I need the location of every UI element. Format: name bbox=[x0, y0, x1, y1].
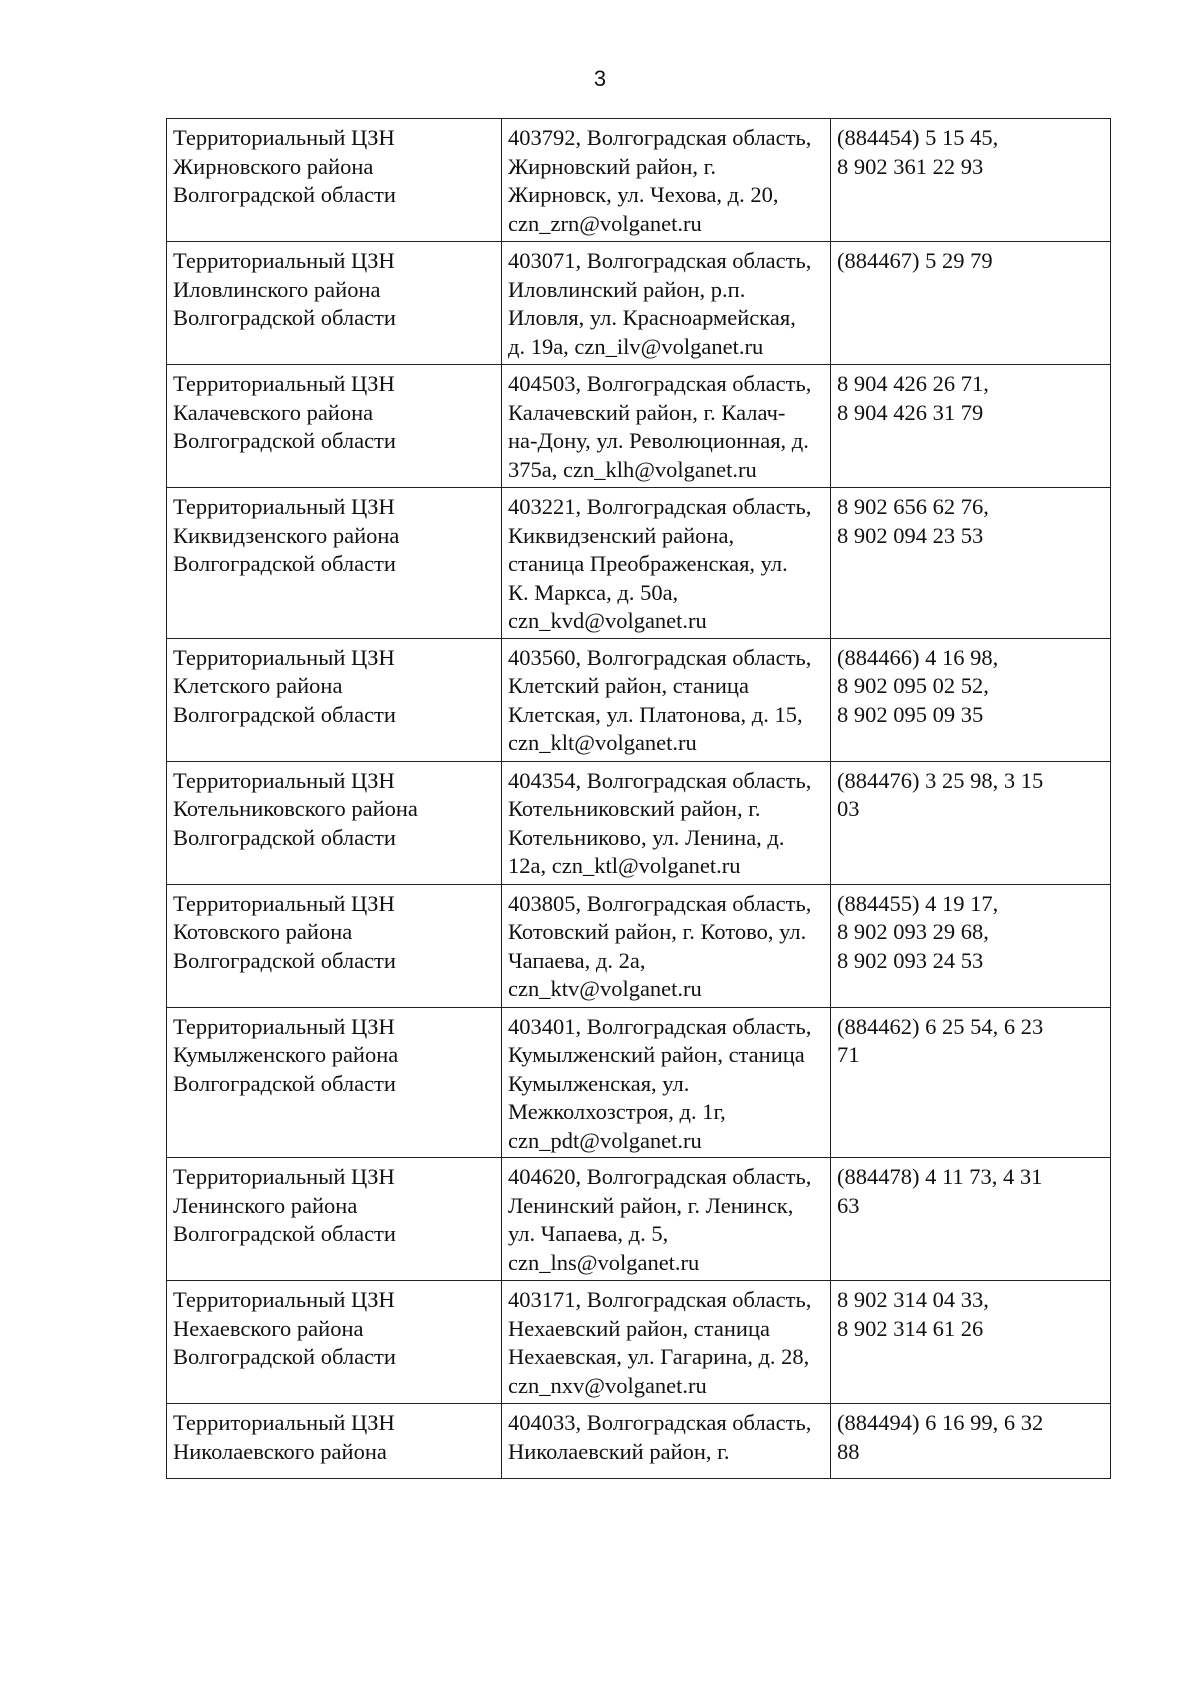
center-name-line: Территориальный ЦЗН bbox=[173, 644, 395, 670]
table-row bbox=[167, 1404, 1111, 1479]
center-name-line: Волгоградской области bbox=[173, 701, 396, 727]
address-line: Чапаева, д. 2а, bbox=[508, 947, 646, 973]
phone-cell bbox=[831, 119, 1111, 242]
center-name-line: Нехаевского района bbox=[173, 1315, 364, 1341]
address-line: czn_zrn@volganet.ru bbox=[508, 210, 702, 236]
phone-line: 8 902 314 61 26 bbox=[837, 1315, 984, 1341]
phone-cell bbox=[831, 884, 1111, 1007]
phone-line: 8 902 314 04 33, bbox=[837, 1287, 989, 1312]
center-name-line: Территориальный ЦЗН bbox=[173, 248, 395, 273]
address-line: Клетский район, станица bbox=[508, 673, 749, 698]
address-line: 12а, czn_ktl@volganet.ru bbox=[508, 853, 741, 878]
center-name-line: Территориальный ЦЗН bbox=[173, 1013, 395, 1039]
address-cell bbox=[502, 884, 831, 1007]
address-cell bbox=[502, 1158, 831, 1281]
address-line: Котовский район, г. Котово, ул. bbox=[508, 919, 807, 944]
address-line: czn_kvd@volganet.ru bbox=[508, 608, 707, 633]
table-row bbox=[167, 242, 1111, 365]
center-name-line: Волгоградской области bbox=[173, 1344, 396, 1369]
center-name-line: Котовского района bbox=[173, 919, 353, 944]
phone-line: 8 904 426 26 71, bbox=[837, 371, 989, 396]
phone-cell bbox=[831, 638, 1111, 761]
center-name-line: Волгоградской области bbox=[173, 1070, 396, 1096]
address-line: 404503, Волгоградская область, bbox=[508, 371, 812, 396]
phone-line: 03 bbox=[837, 796, 860, 821]
center-name-line: Николаевского района bbox=[173, 1438, 387, 1464]
address-line: станица Преображенская, ул. bbox=[508, 551, 788, 576]
center-name-line: Территориальный ЦЗН bbox=[173, 125, 395, 150]
address-line: Ленинский район, г. Ленинск, bbox=[508, 1192, 794, 1218]
center-name-cell bbox=[167, 119, 502, 242]
phone-line: 8 902 093 29 68, bbox=[837, 919, 989, 944]
center-name-line: Волгоградской области bbox=[173, 428, 396, 453]
address-line: Межколхозстроя, д. 1г, bbox=[508, 1099, 726, 1124]
table-row bbox=[167, 1158, 1111, 1281]
address-line: Жирновский район, г. bbox=[508, 153, 716, 179]
phone-cell bbox=[831, 1007, 1111, 1158]
address-line: Кумылженская, ул. bbox=[508, 1070, 690, 1096]
address-line: на-Дону, ул. Революционная, д. bbox=[508, 428, 809, 453]
phone-cell bbox=[831, 365, 1111, 488]
address-cell bbox=[502, 638, 831, 761]
address-line: Котельниково, ул. Ленина, д. bbox=[508, 824, 785, 850]
address-cell bbox=[502, 242, 831, 365]
address-line: 403171, Волгоградская область, bbox=[508, 1287, 812, 1312]
center-name-line: Киквидзенского района bbox=[173, 522, 400, 548]
phone-line: (884466) 4 16 98, bbox=[837, 644, 999, 670]
phone-line: 8 902 361 22 93 bbox=[837, 153, 984, 179]
table-row bbox=[167, 119, 1111, 242]
table-row bbox=[167, 884, 1111, 1007]
phone-line: (884494) 6 16 99, 6 32 bbox=[837, 1410, 1044, 1435]
address-line: 403805, Волгоградская область, bbox=[508, 890, 812, 916]
center-name-cell bbox=[167, 242, 502, 365]
phone-line: (884454) 5 15 45, bbox=[837, 125, 999, 150]
address-line: czn_klt@volganet.ru bbox=[508, 730, 697, 755]
page-number: 3 bbox=[593, 66, 607, 91]
address-line: 403401, Волгоградская область, bbox=[508, 1013, 812, 1039]
address-line: Калачевский район, г. Калач- bbox=[508, 399, 786, 425]
table-body bbox=[167, 119, 1111, 1479]
phone-line: 71 bbox=[837, 1042, 860, 1067]
address-cell bbox=[502, 1007, 831, 1158]
phone-cell bbox=[831, 1281, 1111, 1404]
address-line: д. 19а, czn_ilv@volganet.ru bbox=[508, 333, 764, 359]
address-line: 403792, Волгоградская область, bbox=[508, 125, 812, 150]
phone-cell bbox=[831, 488, 1111, 639]
center-name-line: Иловлинского района bbox=[173, 276, 381, 302]
phone-cell bbox=[831, 242, 1111, 365]
address-cell bbox=[502, 365, 831, 488]
address-line: czn_lns@volganet.ru bbox=[508, 1249, 700, 1275]
address-line: ул. Чапаева, д. 5, bbox=[508, 1221, 669, 1246]
address-line: Иловлинский район, р.п. bbox=[508, 276, 746, 302]
center-name-line: Волгоградской области bbox=[173, 1221, 396, 1246]
table-row bbox=[167, 365, 1111, 488]
employment-centers-table bbox=[166, 118, 1111, 1479]
address-line: Иловля, ул. Красноармейская, bbox=[508, 305, 796, 330]
address-line: 403221, Волгоградская область, bbox=[508, 494, 812, 519]
center-name-cell bbox=[167, 638, 502, 761]
address-line: К. Маркса, д. 50а, bbox=[508, 579, 679, 605]
address-line: Нехаевский район, станица bbox=[508, 1315, 770, 1341]
center-name-cell bbox=[167, 1007, 502, 1158]
address-line: 403071, Волгоградская область, bbox=[508, 248, 812, 273]
address-line: Клетская, ул. Платонова, д. 15, bbox=[508, 701, 803, 727]
address-line: 403560, Волгоградская область, bbox=[508, 644, 812, 670]
center-name-line: Волгоградской области bbox=[173, 947, 396, 973]
address-line: Киквидзенский района, bbox=[508, 522, 735, 548]
address-line: Котельниковский район, г. bbox=[508, 796, 761, 821]
phone-line: (884478) 4 11 73, 4 31 bbox=[837, 1164, 1043, 1189]
address-line: Жирновск, ул. Чехова, д. 20, bbox=[508, 182, 779, 207]
center-name-line: Территориальный ЦЗН bbox=[173, 1287, 395, 1312]
center-name-line: Жирновского района bbox=[173, 153, 374, 179]
phone-line: (884462) 6 25 54, 6 23 bbox=[837, 1013, 1044, 1039]
phone-line: (884476) 3 25 98, 3 15 bbox=[837, 767, 1044, 793]
center-name-line: Волгоградской области bbox=[173, 182, 396, 207]
center-name-line: Волгоградской области bbox=[173, 551, 396, 576]
phone-line: 8 904 426 31 79 bbox=[837, 399, 984, 425]
table-row bbox=[167, 761, 1111, 884]
address-line: czn_pdt@volganet.ru bbox=[508, 1127, 702, 1153]
center-name-line: Территориальный ЦЗН bbox=[173, 890, 395, 916]
phone-line: 8 902 095 02 52, bbox=[837, 673, 989, 698]
phone-cell bbox=[831, 1158, 1111, 1281]
address-line: czn_ktv@volganet.ru bbox=[508, 976, 702, 1001]
address-line: 404354, Волгоградская область, bbox=[508, 767, 812, 793]
address-line: Кумылженский район, станица bbox=[508, 1042, 805, 1067]
center-name-cell bbox=[167, 1158, 502, 1281]
address-line: 375а, czn_klh@volganet.ru bbox=[508, 456, 757, 482]
table-row bbox=[167, 1281, 1111, 1404]
address-cell bbox=[502, 488, 831, 639]
phone-line: 63 bbox=[837, 1192, 860, 1218]
address-line: czn_nxv@volganet.ru bbox=[508, 1372, 707, 1398]
address-cell bbox=[502, 1281, 831, 1404]
table-row bbox=[167, 488, 1111, 639]
center-name-cell bbox=[167, 365, 502, 488]
center-name-line: Кумылженского района bbox=[173, 1042, 399, 1067]
address-line: Нехаевская, ул. Гагарина, д. 28, bbox=[508, 1344, 810, 1369]
address-cell bbox=[502, 119, 831, 242]
center-name-line: Ленинского района bbox=[173, 1192, 358, 1218]
center-name-line: Территориальный ЦЗН bbox=[173, 1410, 395, 1435]
phone-cell bbox=[831, 1404, 1111, 1479]
center-name-cell bbox=[167, 884, 502, 1007]
center-name-line: Волгоградской области bbox=[173, 824, 396, 850]
phone-line: 8 902 095 09 35 bbox=[837, 701, 984, 727]
phone-cell bbox=[831, 761, 1111, 884]
center-name-line: Котельниковского района bbox=[173, 796, 418, 821]
center-name-cell bbox=[167, 1281, 502, 1404]
center-name-line: Волгоградской области bbox=[173, 305, 396, 330]
table-row bbox=[167, 638, 1111, 761]
center-name-line: Территориальный ЦЗН bbox=[173, 371, 395, 396]
phone-line: (884467) 5 29 79 bbox=[837, 248, 993, 273]
address-line: 404033, Волгоградская область, bbox=[508, 1410, 812, 1435]
center-name-line: Территориальный ЦЗН bbox=[173, 1164, 395, 1189]
center-name-line: Территориальный ЦЗН bbox=[173, 767, 395, 793]
center-name-cell bbox=[167, 488, 502, 639]
phone-line: 8 902 093 24 53 bbox=[837, 947, 984, 973]
center-name-line: Клетского района bbox=[173, 673, 343, 698]
center-name-line: Калачевского района bbox=[173, 399, 374, 425]
phone-line: 88 bbox=[837, 1438, 860, 1464]
center-name-cell bbox=[167, 761, 502, 884]
address-cell bbox=[502, 1404, 831, 1479]
center-name-cell bbox=[167, 1404, 502, 1479]
phone-line: 8 902 094 23 53 bbox=[837, 522, 984, 548]
table-row bbox=[167, 1007, 1111, 1158]
address-line: 404620, Волгоградская область, bbox=[508, 1164, 812, 1189]
phone-line: (884455) 4 19 17, bbox=[837, 890, 999, 916]
address-cell bbox=[502, 761, 831, 884]
phone-line: 8 902 656 62 76, bbox=[837, 494, 989, 519]
center-name-line: Территориальный ЦЗН bbox=[173, 494, 395, 519]
address-line: Николаевский район, г. bbox=[508, 1438, 730, 1464]
